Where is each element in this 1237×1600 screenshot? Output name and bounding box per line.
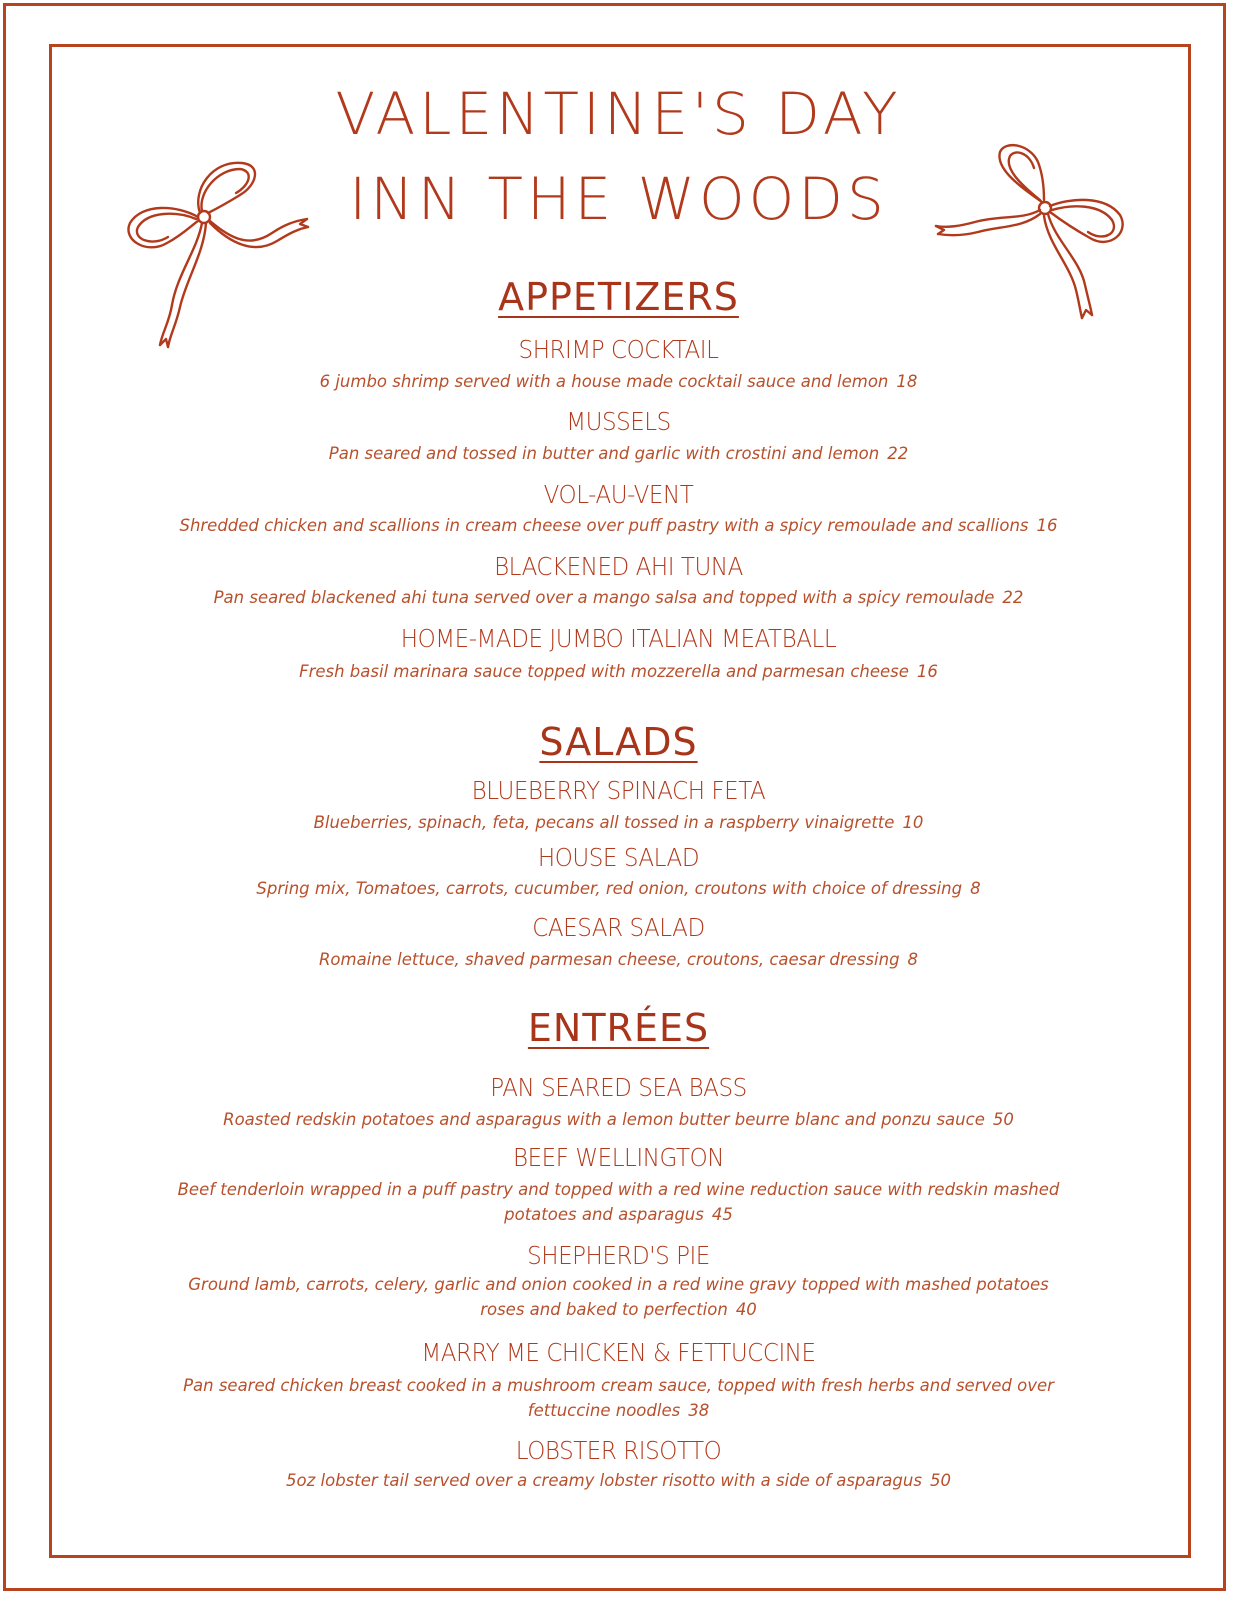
title-line-2: INN THE WOODS xyxy=(349,165,888,233)
menu-item-description: Pan seared and tossed in butter and garlic with crostini and lemon 22 xyxy=(328,444,909,463)
menu-item-name: SHRIMP COCKTAIL xyxy=(518,335,719,364)
menu-item-price: 40 xyxy=(735,1300,757,1319)
section-heading-appetizers: APPETIZERS xyxy=(498,275,739,319)
menu-item-description: Blueberries, spinach, feta, pecans all tossed in a raspberry vinaigrette 10 xyxy=(313,813,924,832)
section-heading-salads: SALADS xyxy=(539,720,698,764)
menu-item-name: CAESAR SALAD xyxy=(532,913,705,942)
menu-item-price: 8 xyxy=(907,950,919,969)
menu-item-name: MARRY ME CHICKEN & FETTUCCINE xyxy=(421,1338,816,1367)
menu-item-description: Pan seared blackened ahi tuna served over a mango salsa and topped with a spicy remoulade 22 xyxy=(213,588,1024,607)
menu-item-price: 50 xyxy=(992,1110,1014,1129)
menu-item-price: 45 xyxy=(711,1205,733,1224)
menu-item-name: BLUEBERRY SPINACH FETA xyxy=(471,776,766,805)
menu-item-price: 8 xyxy=(970,879,981,898)
title-line-1: VALENTINE'S DAY xyxy=(335,80,902,148)
menu-item-name: VOL-AU-VENT xyxy=(543,480,694,509)
menu-item-price: 22 xyxy=(1002,588,1024,607)
menu-item-name: SHEPHERD'S PIE xyxy=(527,1241,710,1270)
menu-item-description: Pan seared chicken breast cooked in a mushroom cream sauce, topped with fresh herbs and served over fettuccine noodles 38 xyxy=(183,1376,1054,1420)
menu-item-name: HOUSE SALAD xyxy=(537,843,700,872)
menu-item-description: Ground lamb, carrots, celery, garlic and onion cooked in a red wine gravy topped with mashed potatoes roses and baked to perfection 40 xyxy=(188,1275,1049,1319)
section-heading-entrees: ENTRÉES xyxy=(527,1006,710,1050)
menu-item-description: Shredded chicken and scallions in cream cheese over puff pastry with a spicy remoulade and scallions 16 xyxy=(179,516,1058,535)
menu-item-name: MUSSELS xyxy=(566,407,671,436)
menu-item-description: Romaine lettuce, shaved parmesan cheese, croutons, caesar dressing 8 xyxy=(318,950,919,969)
menu-item-name: BEEF WELLINGTON xyxy=(512,1143,725,1172)
menu-item-price: 10 xyxy=(902,813,924,832)
menu-item-price: 18 xyxy=(896,372,918,391)
menu-item-name: HOME-MADE JUMBO ITALIAN MEATBALL xyxy=(400,624,837,653)
menu-item-description: 6 jumbo shrimp served with a house made cocktail sauce and lemon 18 xyxy=(319,372,918,391)
menu-item-name: LOBSTER RISOTTO xyxy=(515,1436,722,1465)
menu-item-description: Spring mix, Tomatoes, carrots, cucumber, red onion, croutons with choice of dressing 8 xyxy=(256,879,981,898)
menu-item-description: Fresh basil marinara sauce topped with mozzerella and parmesan cheese 16 xyxy=(299,662,938,681)
menu-item-price: 16 xyxy=(1036,516,1058,535)
menu-item-price: 22 xyxy=(887,444,909,463)
menu-item-description: Beef tenderloin wrapped in a puff pastry and topped with a red wine reduction sauce with redskin mashed potatoes and asparagus 45 xyxy=(177,1180,1060,1224)
menu-item-price: 38 xyxy=(688,1401,710,1420)
menu-item-description: 5oz lobster tail served over a creamy lobster risotto with a side of asparagus 50 xyxy=(286,1471,951,1490)
menu-item-description: Roasted redskin potatoes and asparagus with a lemon butter beurre blanc and ponzu sauce 50 xyxy=(223,1110,1014,1129)
menu-item-price: 50 xyxy=(929,1471,951,1490)
ribbon-bow-icon xyxy=(122,155,317,355)
menu-item-price: 16 xyxy=(916,662,938,681)
menu-item-name: BLACKENED AHI TUNA xyxy=(494,552,743,581)
menu-item-name: PAN SEARED SEA BASS xyxy=(490,1073,747,1102)
